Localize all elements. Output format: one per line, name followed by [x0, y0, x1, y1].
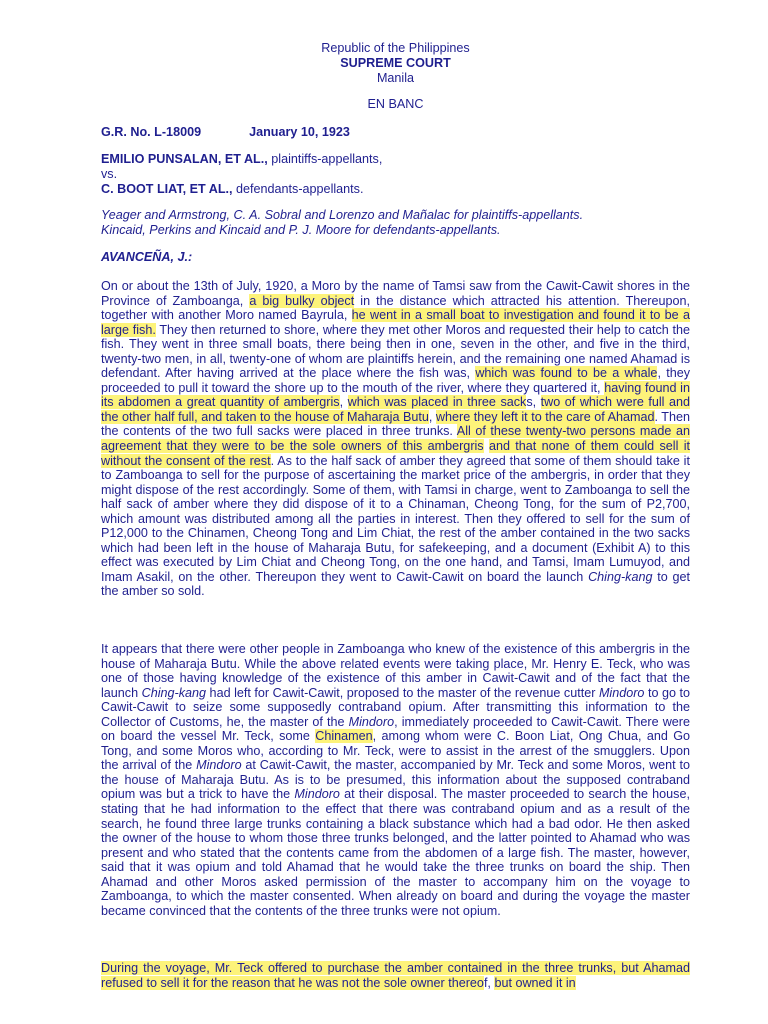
highlighted-text: All of these twenty-two persons made an agreement that they were to be the sole owners of this ambergris: [101, 424, 690, 454]
paragraph-text: to get the amber so sold.: [101, 569, 691, 599]
highlighted-text: which was found to be a whale: [475, 366, 658, 381]
paragraph-text: It appears that there were other people in Zamboanga who knew of the existence of this ambergris in the house of Maharaja Butu. While the above related events were taking place, Mr. Henry E. Teck, who was one of those having knowledge of the existence of this amber in Cawit-Cawit and of the fact that the launch: [101, 642, 690, 700]
plaintiffs-names: EMILIO PUNSALAN, ET AL.,: [101, 152, 268, 166]
highlighted-text: he went in a small boat to investigation and found it to be a large fish.: [101, 308, 690, 337]
vessel-name: Mindoro: [196, 758, 242, 773]
counsel-block: [101, 208, 690, 238]
decision-date: January 10, 1923: [249, 125, 350, 139]
paragraph-text: at their disposal. The master proceeded to search the house, stating that he had information to the effect that there was contraband opium and as a result of the search, he found three large trunks containing a black substance which had a bad odor. He then asked the owner of the house to whom those three trunks belonged, and the latter pointed to Ahamad who was present and who stated that the contents came from the abdomen of a large fish. The master, however, said that it was opium and told Ahamad that he would take the three trunks on board the ship. Then Ahamad and other Moros asked permission of the master to accompany him on the voyage to Zamboanga, to which the master consented. When already on board and during the voyage the master became convinced that the contents of the three trunks were not opium.: [101, 787, 690, 918]
division-line: [101, 97, 690, 112]
highlighted-text: nd taken to the house of Maharaja Butu: [208, 409, 429, 424]
case-number-line: [101, 125, 690, 140]
highlighted-text: a big bulky object: [249, 293, 355, 308]
paragraph-text: They then returned to shore, where they met other Moros and requested their help to catch the fish. They went in three small boats, there being then in one, seven in the other, and five in the third, twenty-two men, in all, twenty-one of whom are plaintiffs herein, and the remaining one named Ahamad is defendant. After having arrived at the place where the fish was,: [101, 322, 690, 381]
paragraph-text: had left for Cawit-Cawit, proposed to the master of the revenue cutter: [206, 685, 599, 700]
paragraph-text: at Cawit-Cawit, the master, accompanied by Mr. Teck and some Moros, went to the house of Maharaja Butu. As is to be presumed, this information about the supposed contraband opium was but a trick to have the: [101, 758, 690, 802]
defendants-role: defendants-appellants.: [232, 182, 364, 196]
opinion-paragraph-2: [101, 642, 690, 918]
paragraph-text: to go to Cawit-Cawit to seize some supposedly contraband opium. After transmitting this information to the Collector of Customs, he, the master of the: [101, 685, 690, 729]
parties-block: [101, 152, 690, 197]
vessel-name: Mindoro: [294, 787, 340, 802]
counsel-defendants: Kincaid, Perkins and Kincaid and P. J. Moore for defendants-appellants.: [101, 223, 501, 237]
vessel-name: Ching-kang: [141, 685, 207, 700]
paragraph-text: , they proceeded to pull it toward the shore up to the mouth of the river, where they quartered it,: [101, 366, 691, 395]
paragraph-text: s,: [526, 395, 541, 410]
court-name: SUPREME COURT: [340, 56, 451, 70]
highlighted-text: During the voyage, Mr. Teck offered to purchase the amber contained in the three trunks, but Ahamad refused to sell it for the reason that he was not the sole owner thereo: [101, 961, 690, 990]
highlighted-text: Chinamen: [315, 729, 373, 744]
highlighted-text: where they left it to the care of Ahamad: [435, 409, 655, 424]
counsel-plaintiffs: Yeager and Armstrong, C. A. Sobral and Lorenzo and Mañalac for plaintiffs-appellants.: [101, 208, 584, 222]
versus-label: vs.: [101, 167, 118, 181]
vessel-name: Mindoro: [348, 714, 395, 729]
plaintiffs-role: plaintiffs-appellants,: [267, 152, 383, 166]
paragraph-text: , immediately proceeded to Cawit-Cawit. There were on board the vessel Mr. Teck, some: [101, 714, 690, 744]
republic-line: Republic of the Philippines: [321, 41, 470, 55]
city-line: Manila: [376, 71, 415, 85]
highlighted-text: which was placed in three sack: [347, 395, 527, 410]
highlighted-text: having found in its abdomen a great quantity of ambergris: [101, 380, 690, 410]
paragraph-text: . Then the contents of the two full sacks were placed in three trunks.: [101, 409, 690, 439]
paragraph-text: in the distance which attracted his attention. Thereupon, together with another Moro named Bayrula,: [101, 293, 690, 323]
highlighted-text: but owned it in: [494, 975, 576, 990]
court-header: [101, 41, 690, 86]
vessel-name: Mindoro: [598, 685, 645, 700]
paragraph-text: ,: [339, 395, 348, 410]
highlighted-text: and that none of them could sell it without the consent of the rest: [101, 439, 690, 468]
opinion-paragraph-3: [101, 961, 690, 990]
paragraph-text: On or about the 13th of July, 1920, a Moro by the name of Tamsi saw from the Cawit-Cawit shores in the Province of Zamboanga,: [101, 279, 690, 308]
division-label: EN BANC: [367, 97, 424, 111]
vessel-name: Ching-kang: [588, 569, 653, 584]
paragraph-text: , among whom were C. Boon Liat, Ong Chua, and Go Tong, and some Moros who, according to Mr. Teck, were to assist in the arrest of the smugglers. Upon the arrival of the: [101, 729, 690, 773]
paragraph-text: f,: [483, 975, 495, 990]
defendants-names: C. BOOT LIAT, ET AL.,: [101, 182, 233, 196]
ponente: AVANCEÑA, J.:: [101, 250, 193, 264]
highlighted-text: two of which were full and the other half full, a: [101, 395, 691, 424]
paragraph-text: ,: [428, 409, 436, 424]
opinion-paragraph-1: [101, 279, 690, 599]
paragraph-text: . As to the half sack of amber they agreed that some of them should take it to Zamboanga to sell for the purpose of ascertaining the market price of the ambergris, in order that they might dispose of the rest accordingly. Some of them, with Tamsi in charge, went to Zamboanga to sell the half sack of amber where they did dispose of it to a Chinaman, Cheong Tong, for the sum of P2,700, which amount was distributed among all the parties in interest. Then they offered to sell for the sum of P12,000 to the Chinamen, Cheong Tong and Lim Chiat, the rest of the amber contained in the two sacks which had been left in the house of Maharaja Butu, for safekeeping, and a document (Exhibit A) to this effect was executed by Lim Chiat and Cheong Tong, on the one hand, and Tamsi, Imam Lumuyod, and Imam Asakil, on the other. Thereupon they went to Cawit-Cawit on board the launch: [101, 453, 690, 584]
gr-number: G.R. No. L-18009: [101, 125, 202, 139]
